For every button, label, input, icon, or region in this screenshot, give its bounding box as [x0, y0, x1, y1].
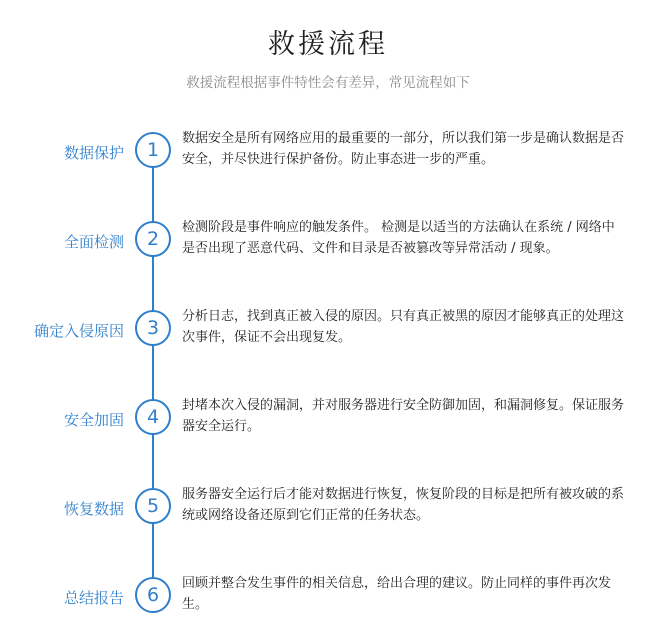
step-description: 数据安全是所有网络应用的最重要的一部分，所以我们第一步是确认数据是否安全，并尽快进行保护备份。防止事态进一步的严重。 — [182, 131, 625, 167]
timeline-step-3 — [0, 310, 656, 370]
step-number-badge: 4 — [135, 399, 171, 435]
step-description: 检测阶段是事件响应的触发条件。 检测是以适当的方法确认在系统 / 网络中是否出现了恶意代码、文件和目录是否被篡改等异常活动 / 现象。 — [182, 220, 615, 256]
step-description: 回顾并整合发生事件的相关信息，给出合理的建议。防止同样的事件再次发生。 — [182, 576, 612, 612]
step-description: 分析日志，找到真正被入侵的原因。只有真正被黑的原因才能够真正的处理这次事件，保证不会出现复发。 — [182, 309, 625, 345]
step-label: 确定入侵原因 — [33, 322, 124, 340]
timeline-step-4 — [0, 399, 656, 459]
step-number-badge: 3 — [135, 310, 171, 346]
timeline-step-5 — [0, 488, 656, 548]
timeline-step-6 — [0, 577, 656, 637]
timeline-step-1 — [0, 132, 656, 192]
step-label: 安全加固 — [63, 411, 124, 429]
step-number-badge: 1 — [135, 132, 171, 168]
timeline-step-2 — [0, 221, 656, 281]
step-label: 全面检测 — [63, 233, 124, 251]
step-label: 恢复数据 — [63, 500, 124, 518]
step-label: 总结报告 — [63, 589, 124, 607]
step-description: 封堵本次入侵的漏洞，并对服务器进行安全防御加固，和漏洞修复。保证服务器安全运行。 — [182, 398, 625, 434]
step-number-badge: 5 — [135, 488, 171, 524]
step-label: 数据保护 — [63, 144, 124, 162]
page-title: 救援流程 — [268, 29, 388, 60]
step-number-badge: 2 — [135, 221, 171, 257]
step-number-badge: 6 — [135, 577, 171, 613]
step-description: 服务器安全运行后才能对数据进行恢复，恢复阶段的目标是把所有被攻破的系统或网络设备还原到它们正常的任务状态。 — [182, 487, 625, 523]
page-subtitle: 救援流程根据事件特性会有差异，常见流程如下 — [186, 75, 470, 91]
